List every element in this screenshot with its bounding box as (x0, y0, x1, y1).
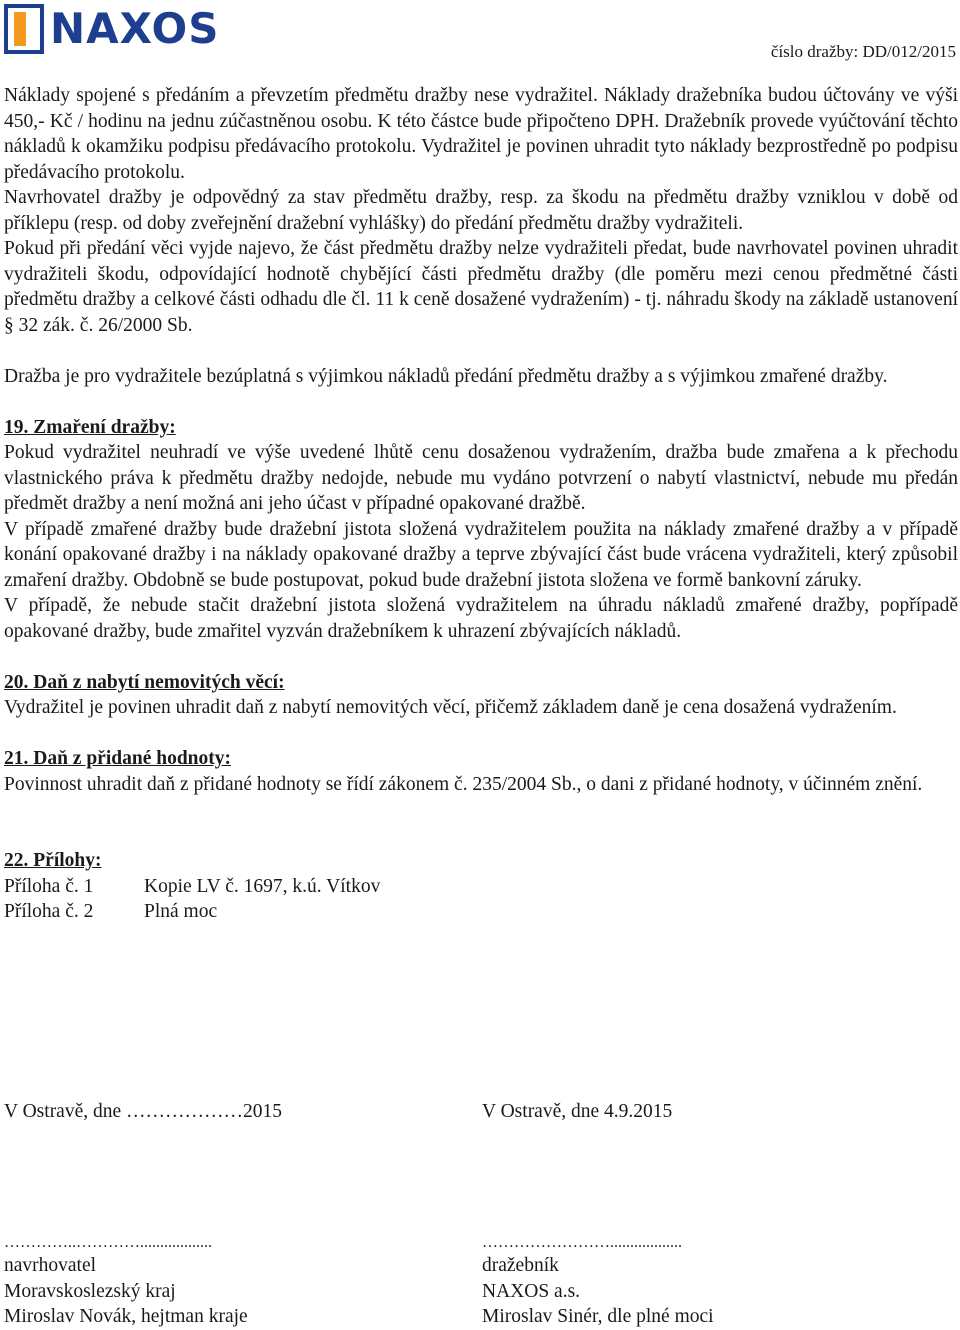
section-21-text: Povinnost uhradit daň z přidané hodnoty se řídí zákonem č. 235/2004 Sb., o dani z přidané hodnoty, v účinném znění. (4, 773, 923, 795)
paragraph-responsibility: Navrhovatel dražby je odpovědný za stav předmětu dražby, resp. za škodu na předmětu dražby vzniklou v době od příklepu (resp. od doby zveřejnění dražební vyhlášky) do předání předmětu dražby vydražiteli. (4, 187, 958, 234)
signatory-role: navrhovatel (4, 1255, 97, 1276)
signatory-person: Miroslav Novák, hejtman kraje (4, 1306, 248, 1327)
signature-block (4, 1233, 958, 1330)
signatory-role: dražebník (482, 1255, 559, 1276)
section-19-paragraph: Pokud vydražitel neuhradí ve výše uvedené lhůtě cenu dosaženou vydražením, dražba bude zmařena a k přechodu vlastnického práva k předmětu dražby nedojde, nebude mu vydáno potvrzení o nabytí vlastnictví, nebude mu předán předmět dražby a není možná ani jeho účast v případné opakované dražbě. (4, 442, 958, 514)
signature-dates (4, 1099, 958, 1125)
right-place-date: V Ostravě, dne 4.9.2015 (482, 1101, 673, 1122)
logo-text: NAXOS (50, 4, 220, 53)
signature-line: …………………….................. (482, 1234, 682, 1251)
left-signature (4, 1233, 482, 1330)
paragraph-costs: Náklady spojené s předáním a převzetím předmětu dražby nese vydražitel. Náklady dražebníka budou účtovány ve výši 450,- Kč / hodinu na jednu zúčastněnou osobu. K této částce bude připočteno DPH. Dražebník provede vyúčtování těchto nákladů k okamžiku podpisu předávacího protokolu. Vydražitel je povinen uhradit tyto náklady bezprostředně po podpisu předávacího protokolu. (4, 85, 958, 183)
section-19-paragraph: V případě zmařené dražby bude dražební jistota složená vydražitelem použita na náklady zmařené dražby a v případě konání opakované dražby i na náklady opakované dražby a teprve zbývající část bude vrácena vydražiteli, který způsobil zmaření dražby. Obdobně se bude postupovat, pokud bude dražební jistota složena ve formě bankovní záruky. (4, 518, 958, 591)
section-20-text: Vydražitel je povinen uhradit daň z nabytí nemovitých věcí, přičemž základem daně je cena dosažená vydražením. (4, 697, 897, 718)
company-logo (4, 4, 220, 54)
left-place-date: V Ostravě, dne ………………2015 (4, 1101, 283, 1122)
logo-mark-icon (4, 4, 44, 54)
document-body (4, 83, 958, 925)
auction-number: číslo dražby: DD/012/2015 (770, 42, 956, 61)
annex-text: Kopie LV č. 1697, k.ú. Vítkov (144, 875, 381, 897)
section-19-paragraph: V případě, že nebude stačit dražební jistota složená vydražitelem na úhradu nákladů zmařené dražby, popřípadě opakované dražby, bude zmařitel vyzván dražebníkem k uhrazení zbývajících nákladů. (4, 595, 958, 642)
annex-label: Příloha č. 2 (4, 901, 94, 922)
annex-text: Plná moc (144, 901, 218, 922)
section-22-heading: 22. Přílohy: (4, 850, 102, 871)
annex-row (4, 899, 958, 925)
annex-row (4, 874, 958, 900)
annex-label: Příloha č. 1 (4, 875, 94, 897)
paragraph-damage: Pokud při předání věci vyjde najevo, že část předmětu dražby nelze vydražiteli předat, bude navrhovatel povinen uhradit vydražiteli škodu, odpovídající hodnotě chybějící části předmětu dražby (dle poměru mezi cenou předmětné části předmětu dražby a celkové části odhadu dle čl. 11 k ceně dosažené vydražením) - tj. náhradu škody na základě ustanovení § 32 zák. č. 26/2000 Sb. (4, 238, 958, 336)
signatory-person: Miroslav Sinér, dle plné moci (482, 1306, 714, 1327)
signatory-org: NAXOS a.s. (482, 1280, 581, 1302)
signature-line: …………..………….................. (4, 1234, 212, 1251)
section-20-heading: 20. Daň z nabytí nemovitých věcí: (4, 671, 285, 693)
paragraph-free-of-charge: Dražba je pro vydražitele bezúplatná s výjimkou nákladů předání předmětu dražby a s výjimkou zmařené dražby. (4, 365, 888, 387)
signatory-org: Moravskoslezský kraj (4, 1280, 176, 1302)
section-19-heading: 19. Zmaření dražby: (4, 416, 176, 438)
section-21-heading: 21. Daň z přidané hodnoty: (4, 748, 231, 769)
right-signature (482, 1233, 958, 1330)
